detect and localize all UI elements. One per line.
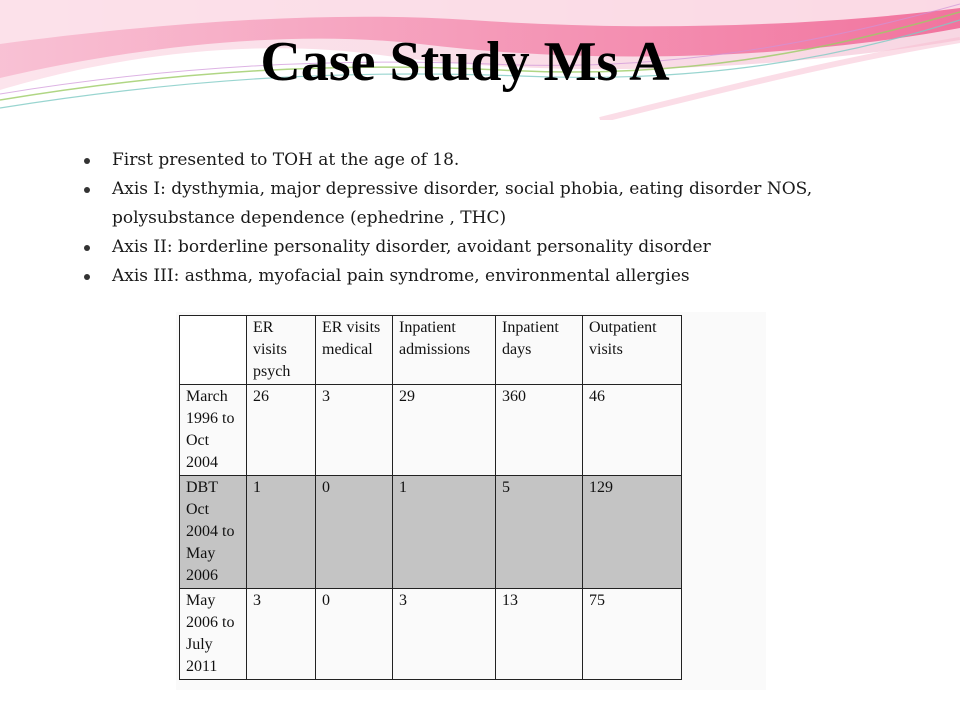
table-row: [180, 385, 682, 476]
table-cell: 129: [583, 476, 682, 589]
table-row-period: DBT Oct 2004 to May 2006: [180, 476, 247, 589]
table-cell: 3: [393, 589, 496, 680]
bullet-text: Axis II: borderline personality disorder, avoidant personality disorder: [112, 237, 711, 257]
table-cell: 3: [316, 385, 393, 476]
slide-title: Case Study Ms A: [260, 31, 670, 93]
table-row: [180, 476, 682, 589]
table-header-inpatient-days: Inpatient days: [496, 316, 583, 385]
table-cell: 0: [316, 589, 393, 680]
table-row: [180, 589, 682, 680]
table-header-er-psych: ER visits psych: [247, 316, 316, 385]
table-cell: 1: [393, 476, 496, 589]
bullet-icon: [84, 158, 90, 164]
table-cell: 0: [316, 476, 393, 589]
table-cell: 26: [247, 385, 316, 476]
table-header-outpatient-visits: Outpatient visits: [583, 316, 682, 385]
bullet-icon: [84, 245, 90, 251]
table-header-row: [180, 316, 682, 385]
table-cell: 1: [247, 476, 316, 589]
table-row-period: March 1996 to Oct 2004: [180, 385, 247, 476]
bullet-text: Axis I: dysthymia, major depressive disorder, social phobia, eating disorder NOS, polysubstance dependence (ephedrine , THC): [112, 179, 813, 228]
table-image: [176, 312, 766, 690]
bullet-item: [84, 175, 844, 233]
bullet-icon: [84, 187, 90, 193]
bullet-list: [84, 146, 844, 291]
table-cell: 360: [496, 385, 583, 476]
bullet-text: Axis III: asthma, myofacial pain syndrome, environmental allergies: [112, 266, 690, 286]
table-cell: 3: [247, 589, 316, 680]
bullet-item: [84, 262, 844, 291]
table-cell: 5: [496, 476, 583, 589]
table-header-inpatient-admissions: Inpatient admissions: [393, 316, 496, 385]
utilization-table: [179, 315, 682, 680]
table-row-period: May 2006 to July 2011: [180, 589, 247, 680]
table-cell: 75: [583, 589, 682, 680]
bullet-item: [84, 233, 844, 262]
bullet-icon: [84, 274, 90, 280]
bullet-item: [84, 146, 844, 175]
table-cell: 29: [393, 385, 496, 476]
table-cell: 46: [583, 385, 682, 476]
table-header-corner: [180, 316, 247, 385]
table-cell: 13: [496, 589, 583, 680]
bullet-text: First presented to TOH at the age of 18.: [112, 150, 460, 170]
table-header-er-medical: ER visits medical: [316, 316, 393, 385]
